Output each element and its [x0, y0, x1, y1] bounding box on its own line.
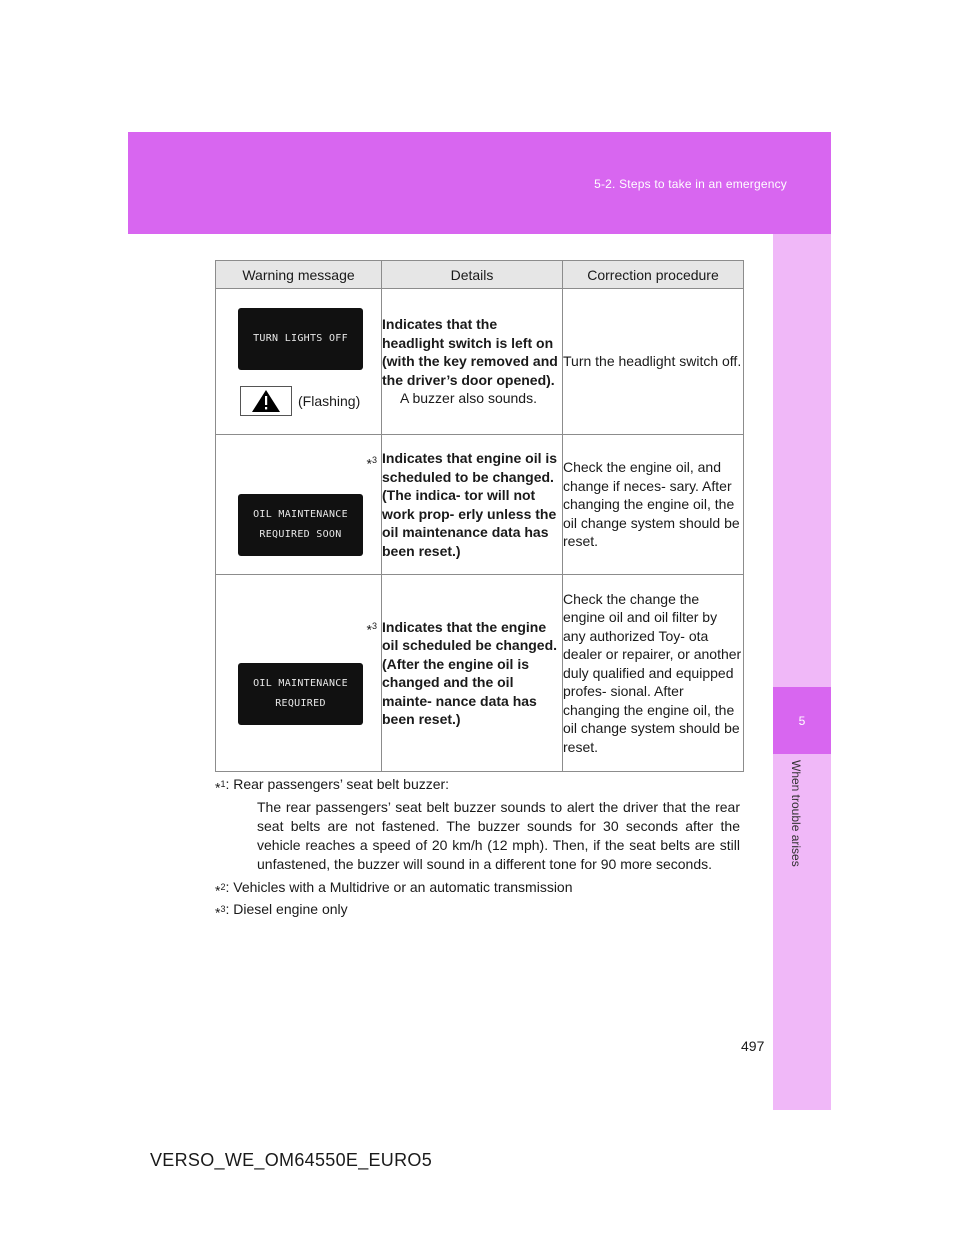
flashing-label: (Flashing) — [298, 392, 361, 409]
footnote-marker: *$^3$ — [366, 621, 377, 638]
flashing-indicator — [240, 386, 381, 416]
details-cell — [382, 435, 563, 575]
display-text: OIL MAINTENANCE — [253, 678, 348, 689]
table-row — [216, 289, 744, 435]
warning-message-cell — [216, 289, 382, 435]
display-text: OIL MAINTENANCE — [253, 508, 348, 520]
chapter-number-tab: 5 — [773, 687, 831, 754]
details-cell — [382, 289, 563, 435]
table-row — [216, 575, 744, 772]
details-cell — [382, 575, 563, 772]
details-text: Indicates that engine oil is scheduled to be changed. (The indica- tor will not work prop- erly unless the oil maintenance data has been reset.) — [382, 450, 558, 559]
correction-text: Turn the headlight switch off. — [563, 353, 742, 370]
footnote-marker: *$^3$ — [366, 455, 377, 472]
table-header-row — [216, 261, 744, 289]
page-number: 497 — [741, 1038, 765, 1054]
display-turn-lights-off — [238, 308, 363, 370]
display-text: REQUIRED SOON — [259, 528, 342, 540]
footnote-1-body: The rear passengers’ seat belt buzzer sounds to alert the driver that the rear seat belts are not fastened. The buzzer sounds for 30 seconds after the vehicle reaches a speed of 20 km/h (12 mph). Then, if the seat belts are still unfastened, the buzzer will sound in a different tone for 90 more seconds. — [257, 798, 740, 872]
chapter-label: When trouble arises — [789, 760, 803, 867]
header-warning-message: Warning message — [216, 261, 382, 289]
warning-message-cell — [216, 575, 382, 772]
details-text: Indicates that the headlight switch is left on (with the key removed and the driver’s door opened). — [382, 316, 558, 388]
footnote-3: *$^3$ : Diesel engine only — [215, 901, 348, 921]
warning-message-table — [215, 260, 744, 772]
display-oil-maintenance-required-soon — [238, 494, 363, 556]
display-text: REQUIRED — [275, 698, 326, 709]
document-id: VERSO_WE_OM64550E_EURO5 — [150, 1150, 433, 1170]
correction-text: Check the change the engine oil and oil filter by any authorized Toy- ota dealer or repairer, or another duly qualified and equipped profes- sional. After changing the engine oil, the oil change system should be reset. — [563, 590, 742, 755]
details-text: Indicates that the engine oil scheduled be changed. (After the engine oil is changed and the oil mainte- nance data has been reset.) — [382, 618, 558, 727]
correction-cell — [563, 435, 744, 575]
header-details: Details — [382, 261, 563, 289]
correction-text: Check the engine oil, and change if neces- sary. After changing the engine oil, the oil change system should be reset. — [563, 459, 740, 550]
warning-message-cell — [216, 435, 382, 575]
correction-cell — [563, 289, 744, 435]
header-correction: Correction procedure — [563, 261, 744, 289]
warning-triangle-icon — [240, 386, 292, 416]
table-row — [216, 435, 744, 575]
display-text: TURN LIGHTS OFF — [253, 332, 348, 344]
footnotes — [215, 775, 740, 923]
display-oil-maintenance-required — [238, 663, 363, 725]
correction-cell — [563, 575, 744, 772]
footnote-2: *$^2$ : Vehicles with a Multidrive or an automatic transmission — [215, 878, 573, 899]
section-title: 5-2. Steps to take in an emergency — [594, 177, 787, 191]
footnote-1: *$^1$ : Rear passengers’ seat belt buzzer: — [215, 776, 450, 796]
header-band — [128, 132, 831, 234]
side-tab-top — [773, 234, 831, 687]
details-note: A buzzer also sounds. — [400, 390, 537, 407]
